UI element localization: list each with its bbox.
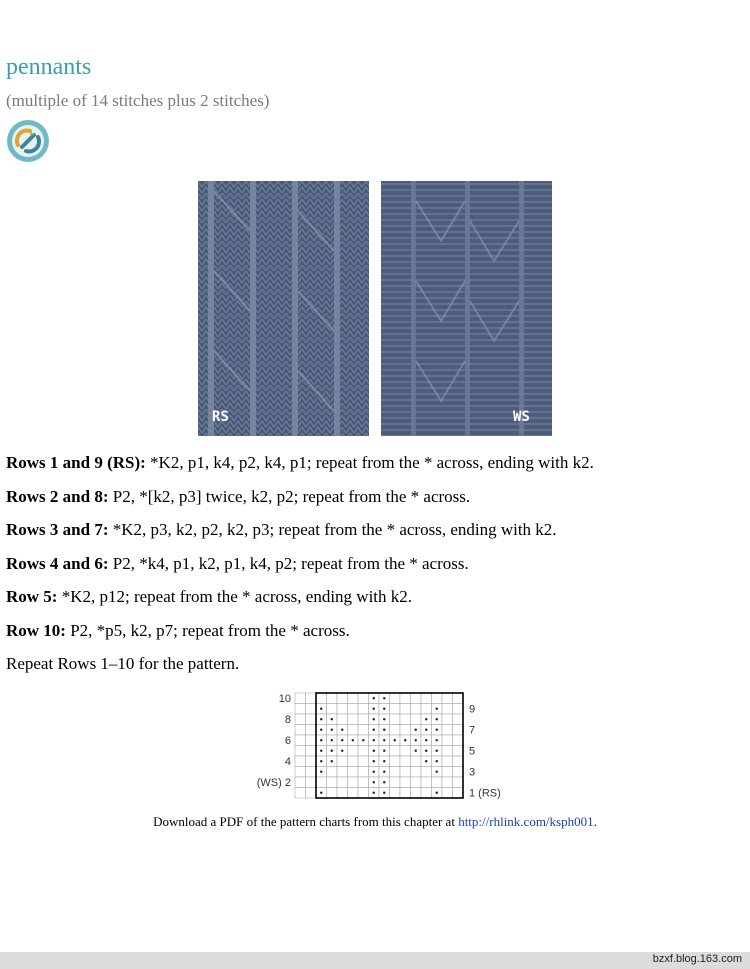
chart-cell [306,725,317,736]
chart-cell [348,788,359,799]
purl-dot [373,792,375,794]
swatch-photo-rs [198,181,369,436]
chart-cell [348,767,359,778]
purl-dot [373,729,375,731]
purl-dot [373,750,375,752]
chart-cell [442,788,453,799]
chart-cell [337,788,348,799]
chart-cell [358,746,369,757]
chart-cell [400,704,411,715]
link-badge-icon[interactable] [6,119,50,163]
purl-dot [373,739,375,741]
repeat-text: Repeat Rows 1–10 for the pattern. [6,654,240,673]
chart-cell [295,704,306,715]
row-text: P2, *k4, p1, k2, p1, k4, p2; repeat from the * across. [108,553,469,573]
purl-dot [373,708,375,710]
row-text: P2, *p5, k2, p7; repeat from the * across. [65,620,350,640]
row-label: Row 5: [6,587,58,606]
row-number-left: 10 [278,692,291,705]
chart-cell [295,777,306,788]
chart-cell [390,756,401,767]
chart-cell [358,777,369,788]
row-label: Rows 4 and 6: [6,553,109,573]
row-number-right: 5 [469,745,476,758]
purl-dot [383,750,385,752]
chart-cell [306,777,317,788]
row-number-left: 4 [284,755,291,768]
purl-dot [383,718,385,720]
stitch-chart [250,688,510,802]
chart-cell [295,714,306,725]
purl-dot [404,739,406,741]
chart-cell [411,788,422,799]
chart-cell [306,704,317,715]
chart-cell [358,704,369,715]
purl-dot [320,729,322,731]
chart-cell [390,767,401,778]
purl-dot [373,697,375,699]
watermark: bzxf.blog.163.com [652,953,742,965]
row-label: Rows 1 and 9 (RS): [6,453,146,472]
caption-end: . [593,814,597,829]
chart-cell [306,788,317,799]
purl-dot [331,739,333,741]
chart-cell [327,693,338,704]
row-text: *K2, p1, k4, p2, k4, p1; repeat from the * across, ending with k2. [145,453,594,472]
chart-cell [442,746,453,757]
chart-cell [453,693,464,704]
chart-cell [348,693,359,704]
chart-cell [327,777,338,788]
purl-dot [373,760,375,762]
chart-cell [316,693,327,704]
purl-dot [331,750,333,752]
chart-cell [432,777,443,788]
purl-dot [436,771,438,773]
purl-dot [436,739,438,741]
chart-cell [453,704,464,715]
chart-cell [327,788,338,799]
chart-cell [295,756,306,767]
chart-cell [337,777,348,788]
purl-dot [373,781,375,783]
chart-cell [337,714,348,725]
chart-cell [421,777,432,788]
chart-cell [337,693,348,704]
purl-dot [341,750,343,752]
chart-cell [442,735,453,746]
row-number-left: 8 [284,713,291,726]
purl-dot [415,729,417,731]
chart-cell [442,714,453,725]
chart-cell [358,693,369,704]
chart-cell [442,767,453,778]
purl-dot [383,739,385,741]
row-number-right: 3 [469,766,476,779]
chart-cell [337,704,348,715]
chart-cell [295,788,306,799]
purl-dot [362,739,364,741]
swatch-photo-ws [381,181,552,436]
chart-cell [295,693,306,704]
purl-dot [436,708,438,710]
chart-cell [421,767,432,778]
chart-cell [306,714,317,725]
row-text: *K2, p12; repeat from the * across, ending with k2. [57,587,413,606]
chart-cell [295,725,306,736]
chart-cell [295,767,306,778]
purl-dot [383,729,385,731]
chart-cell [411,704,422,715]
row-number-left: 6 [284,734,291,747]
purl-dot [425,760,427,762]
purl-dot [436,750,438,752]
chart-cell [358,767,369,778]
chart-cell [327,767,338,778]
chart-cell [358,788,369,799]
chart-cell [390,788,401,799]
chart-cell [337,756,348,767]
purl-dot [383,760,385,762]
purl-dot [331,729,333,731]
purl-dot [425,729,427,731]
purl-dot [320,750,322,752]
purl-dot [436,792,438,794]
purl-dot [425,718,427,720]
chart-cell [400,777,411,788]
purl-dot [373,718,375,720]
footer-bar [0,952,750,969]
chart-cell [348,777,359,788]
chart-cell [411,714,422,725]
chart-cell [390,714,401,725]
row-number-left: (WS) 2 [256,776,291,789]
chart-cell [453,756,464,767]
instruction-row [6,621,736,641]
repeat-note [6,654,736,674]
instructions [6,453,736,688]
instruction-row [6,554,736,574]
purl-dot [394,739,396,741]
chart-cell [442,777,453,788]
chart-cell [348,704,359,715]
purl-dot [320,792,322,794]
chart-cell [400,767,411,778]
chart-cell [390,777,401,788]
chart-cell [432,693,443,704]
chart-cell [390,725,401,736]
pdf-download-link[interactable]: http://rhlink.com/ksph001 [458,814,594,829]
chart-cell [411,693,422,704]
chart-cell [400,746,411,757]
instruction-row [6,487,736,507]
chart-cell [295,746,306,757]
chart-cell [306,693,317,704]
chart-cell [400,788,411,799]
chart-cell [400,756,411,767]
purl-dot [331,760,333,762]
chart-cell [453,725,464,736]
download-caption [0,814,750,830]
chart-cell [295,735,306,746]
purl-dot [373,771,375,773]
purl-dot [341,739,343,741]
purl-dot [425,739,427,741]
row-label: Rows 2 and 8: [6,486,109,506]
purl-dot [383,771,385,773]
purl-dot [352,739,354,741]
chart-cell [400,725,411,736]
row-label: Row 10: [6,620,66,640]
chart-cell [390,693,401,704]
purl-dot [436,729,438,731]
chart-cell [453,788,464,799]
chart-cell [306,756,317,767]
chart-cell [358,714,369,725]
chart-cell [411,767,422,778]
chart-cell [442,725,453,736]
instruction-row [6,453,736,473]
chart-cell [421,693,432,704]
chart-cell [390,704,401,715]
chart-cell [411,756,422,767]
chart-cell [306,735,317,746]
pattern-title: pennants [6,54,92,80]
chart-cell [337,767,348,778]
row-number-right: 9 [469,703,476,716]
swatch-label-ws: WS [513,409,530,425]
chart-cell [348,725,359,736]
chart-cell [400,714,411,725]
chart-cell [390,746,401,757]
chart-cell [453,735,464,746]
chart-cell [453,746,464,757]
chart-cell [306,767,317,778]
pattern-subtitle: (multiple of 14 stitches plus 2 stitches) [6,91,270,110]
chart-cell [316,777,327,788]
row-text: *K2, p3, k2, p2, k2, p3; repeat from the * across, ending with k2. [108,520,557,539]
purl-dot [320,718,322,720]
chart-cell [358,756,369,767]
purl-dot [320,708,322,710]
chart-cell [421,788,432,799]
purl-dot [383,792,385,794]
chart-cell [442,704,453,715]
instruction-row [6,520,736,540]
row-number-right: 7 [469,724,476,737]
row-number-right: 1 (RS) [469,787,501,800]
chart-cell [453,777,464,788]
purl-dot [383,781,385,783]
chart-cell [453,767,464,778]
purl-dot [436,760,438,762]
chart-cell [400,693,411,704]
chart-cell [453,714,464,725]
purl-dot [383,708,385,710]
chart-cell [421,704,432,715]
swatch-label-rs: RS [212,409,229,425]
purl-dot [341,729,343,731]
row-text: P2, *[k2, p3] twice, k2, p2; repeat from the * across. [108,486,471,506]
instruction-row [6,587,736,607]
purl-dot [425,750,427,752]
purl-dot [331,718,333,720]
chart-cell [327,704,338,715]
chart-cell [411,777,422,788]
chart-cell [306,746,317,757]
purl-dot [415,750,417,752]
chart-cell [442,693,453,704]
purl-dot [320,771,322,773]
chart-cell [358,725,369,736]
purl-dot [415,739,417,741]
chart-cell [442,756,453,767]
chart-cell [348,714,359,725]
purl-dot [383,697,385,699]
purl-dot [320,739,322,741]
purl-dot [436,718,438,720]
chart-cell [348,756,359,767]
purl-dot [320,760,322,762]
chart-cell [348,746,359,757]
row-label: Rows 3 and 7: [6,520,109,539]
caption-text: Download a PDF of the pattern charts from this chapter at [153,814,459,829]
